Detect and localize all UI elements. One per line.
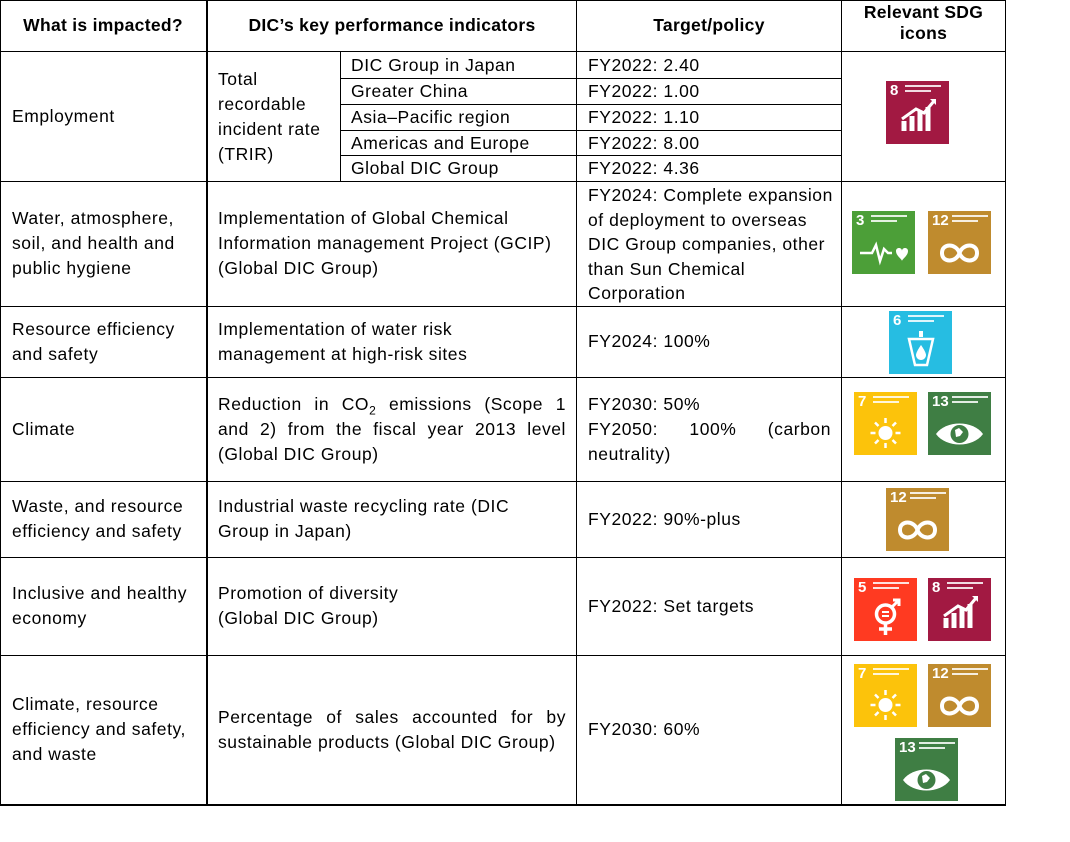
row-employment-kpi — [218, 67, 334, 167]
sdg13-climate-action-icon — [895, 738, 958, 801]
row-sustainable-impacted — [12, 655, 202, 804]
kpi-text — [218, 392, 566, 467]
header-target — [577, 0, 841, 51]
target-text: FY2030: 60% — [588, 719, 701, 739]
impacted-text: Employment — [12, 105, 115, 126]
region-cell — [351, 53, 575, 78]
sdg3-good-health-icon — [852, 211, 915, 274]
sdg7-clean-energy-icon — [854, 664, 917, 727]
header-sdg — [842, 2, 1005, 51]
header-impacted-text: What is impacted? — [23, 15, 183, 35]
kpi-text-prefix: Reduction in CO — [218, 394, 370, 414]
kpi-text: Promotion of diversity (Global DIC Group) — [218, 583, 399, 628]
sdg-pictogram — [928, 392, 991, 455]
row-water-target — [588, 183, 836, 307]
region-text: Greater China — [351, 81, 469, 101]
sdg-pictogram — [928, 211, 991, 274]
sdg-number: 8 — [890, 82, 899, 99]
impacted-text: Climate, resource efficiency and safety, and waste — [12, 694, 186, 764]
target-cell — [588, 79, 838, 104]
row-waste-kpi — [218, 481, 518, 557]
target-cell — [588, 105, 838, 130]
sdg12-responsible-consumption-icon — [928, 211, 991, 274]
table-border-right — [1005, 0, 1006, 806]
sdg-number: 8 — [932, 579, 941, 596]
target-text: FY2024: 100% — [588, 331, 711, 351]
sdg-number: 12 — [890, 489, 907, 506]
header-kpi-text: DIC’s key performance indicators — [248, 15, 536, 35]
row-climate-kpi — [218, 392, 566, 472]
column-divider — [340, 51, 341, 181]
region-cell — [351, 131, 575, 156]
table-border-left — [0, 0, 1, 806]
target-text: FY2022: 1.10 — [588, 107, 700, 127]
sdg-pictogram — [895, 738, 958, 801]
header-kpi — [208, 0, 576, 51]
kpi-text: Total recordable incident rate (TRIR) — [218, 69, 321, 164]
header-target-text: Target/policy — [653, 15, 765, 35]
sdg-number: 12 — [932, 212, 949, 229]
table-border-bottom — [0, 804, 1006, 806]
impacted-text: Resource efficiency and safety — [12, 318, 175, 364]
column-divider — [576, 0, 577, 806]
sdg-number: 6 — [893, 312, 902, 329]
impacted-text: Water, atmosphere, soil, and health and public hygiene — [12, 208, 175, 278]
sdg-pictogram — [928, 578, 991, 641]
sdg6-clean-water-icon — [889, 311, 952, 374]
region-text: Global DIC Group — [351, 158, 499, 178]
sdg-number: 7 — [858, 393, 867, 410]
row-inclusive-impacted — [12, 557, 202, 655]
sdg-pictogram — [852, 211, 915, 274]
kpi-text: Implementation of Global Chemical Information management Project (GCIP) (Global DIC Group) — [218, 208, 552, 278]
kpi-text: Implementation of water risk management at high-risk sites — [218, 318, 468, 364]
target-text: FY2022: 4.36 — [588, 158, 700, 178]
target-text: FY2022: 8.00 — [588, 133, 700, 153]
region-text: Americas and Europe — [351, 133, 530, 153]
sdg-pictogram — [854, 578, 917, 641]
row-resource-impacted — [12, 306, 202, 377]
sdg-pictogram — [854, 392, 917, 455]
row-climate-target — [588, 392, 831, 472]
region-cell — [351, 79, 575, 104]
sdg-pictogram — [886, 81, 949, 144]
sdg-number: 3 — [856, 212, 865, 229]
row-waste-impacted — [12, 481, 202, 557]
region-cell — [351, 105, 575, 130]
target-cell — [588, 156, 838, 181]
row-inclusive-target — [588, 557, 836, 655]
kpi-text-suffix: emissions (Scope 1 and 2) from the fiscal year 2013 level (Global DIC Group) — [218, 394, 566, 464]
row-climate-impacted — [12, 377, 202, 481]
sdg12-responsible-consumption-icon — [928, 664, 991, 727]
row-water-kpi — [218, 181, 570, 306]
sdg8-decent-work-icon — [928, 578, 991, 641]
sdg13-climate-action-icon — [928, 392, 991, 455]
row-employment-impacted — [12, 51, 202, 181]
row-sustainable-target — [588, 655, 836, 804]
sdg-number: 5 — [858, 579, 867, 596]
target-line-1: FY2030: 50% — [588, 394, 701, 414]
target-cell — [588, 131, 838, 156]
header-sdg-text: Relevant SDG icons — [863, 2, 984, 43]
row-resource-kpi — [218, 306, 518, 377]
target-cell — [588, 53, 838, 78]
column-divider — [841, 0, 842, 806]
target-text: FY2022: 90%-plus — [588, 508, 741, 529]
sdg-number: 7 — [858, 665, 867, 682]
sdg-pictogram — [889, 311, 952, 374]
row-sustainable-kpi — [218, 655, 566, 804]
row-resource-target — [588, 306, 836, 377]
sdg-number: 12 — [932, 665, 949, 682]
region-text: DIC Group in Japan — [351, 55, 516, 75]
target-text: FY2022: 2.40 — [588, 55, 700, 75]
target-text: FY2022: 1.00 — [588, 81, 700, 101]
row-water-impacted — [12, 181, 202, 306]
column-divider — [206, 0, 208, 806]
impacted-text: Waste, and resource efficiency and safety — [12, 496, 184, 541]
sdg-pictogram — [928, 664, 991, 727]
header-impacted — [0, 0, 206, 51]
row-waste-target — [588, 481, 836, 557]
region-cell — [351, 156, 575, 181]
kpi-text: Industrial waste recycling rate (DIC Group in Japan) — [218, 496, 510, 541]
impacted-text: Inclusive and healthy economy — [12, 583, 187, 628]
sdg-pictogram — [854, 664, 917, 727]
target-text: FY2024: Complete expansion of deployment to overseas DIC Group companies, other than Sun Chemical Corporation — [588, 185, 833, 304]
row-inclusive-kpi — [218, 557, 438, 655]
kpi-text: Percentage of sales accounted for by sustainable products (Global DIC Group) — [218, 706, 566, 752]
sdg7-clean-energy-icon — [854, 392, 917, 455]
sdg5-gender-equality-icon — [854, 578, 917, 641]
sdg12-responsible-consumption-icon — [886, 488, 949, 551]
kpi-subscript: 2 — [369, 403, 377, 418]
sdg-pictogram — [886, 488, 949, 551]
sdg8-decent-work-icon — [886, 81, 949, 144]
region-text: Asia–Pacific region — [351, 107, 511, 127]
target-line-2: FY2050: 100% (carbon neutrality) — [588, 419, 831, 464]
impacted-text: Climate — [12, 418, 76, 439]
sdg-number: 13 — [899, 739, 916, 756]
target-text: FY2022: Set targets — [588, 595, 755, 616]
sdg-number: 13 — [932, 393, 949, 410]
